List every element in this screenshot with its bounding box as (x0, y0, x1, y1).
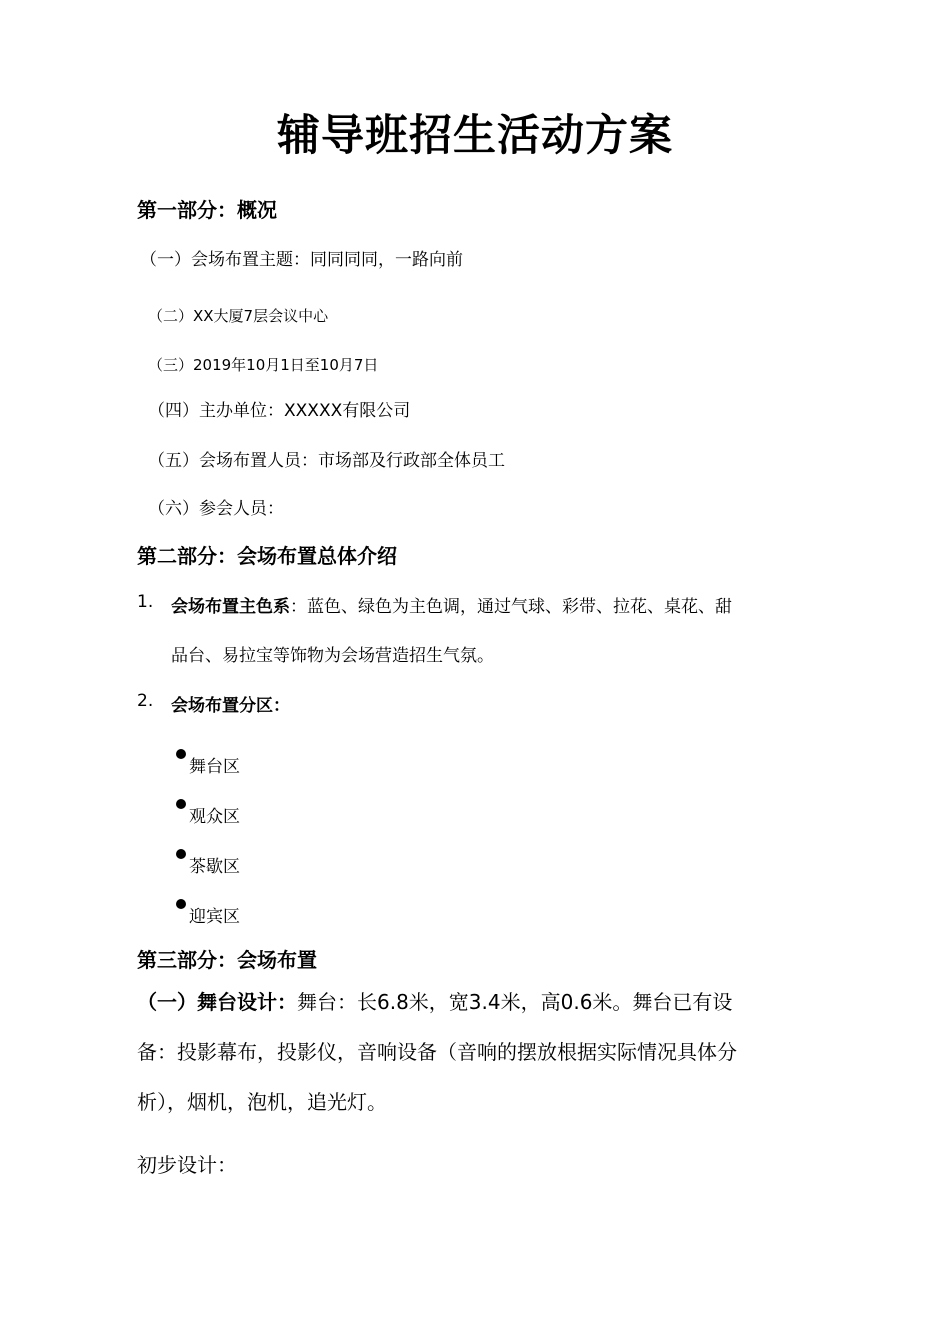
part2-item2-number: 2. (137, 691, 154, 711)
bullet-icon (176, 899, 186, 909)
stage-design-label: （一）舞台设计： (137, 990, 297, 1014)
part2-item1-number: 1. (137, 592, 154, 612)
part2-item1-line1 (171, 592, 732, 617)
stage-design-line3: 析），烟机，泡机，追光灯。 (137, 1090, 387, 1114)
part1-item-4: （四）主办单位：XXXXX有限公司 (148, 401, 411, 421)
stage-design-text: 舞台：长6.8米，宽3.4米，高0.6米。舞台已有设 (297, 990, 733, 1014)
part1-item-5: （五）会场布置人员：市场部及行政部全体员工 (148, 451, 505, 471)
part1-item-6: （六）参会人员： (148, 499, 284, 519)
document-title: 辅导班招生活动方案 (277, 111, 673, 161)
part2-item1-text: ：蓝色、绿色为主色调，通过气球、彩带、拉花、桌花、甜 (290, 597, 732, 617)
bullet-icon (176, 799, 186, 809)
part1-heading: 第一部分：概况 (137, 198, 277, 222)
stage-design-line2: 备：投影幕布，投影仪，音响设备（音响的摆放根据实际情况具体分 (137, 1040, 737, 1064)
part3-heading: 第三部分：会场布置 (137, 948, 317, 972)
zone-reception: 迎宾区 (189, 907, 240, 927)
zone-stage: 舞台区 (189, 757, 240, 777)
zone-tea-break: 茶歇区 (189, 857, 240, 877)
part1-item-2: （二）XX大厦7层会议中心 (148, 307, 329, 325)
preliminary-design-label: 初步设计： (137, 1153, 237, 1177)
part2-item1-label: 会场布置主色系 (171, 597, 290, 617)
part2-item1-line2: 品台、易拉宝等饰物为会场营造招生气氛。 (171, 646, 494, 666)
zone-audience: 观众区 (189, 807, 240, 827)
stage-design-line1 (137, 986, 732, 1015)
bullet-icon (176, 849, 186, 859)
bullet-icon (176, 749, 186, 759)
part1-item-1: （一）会场布置主题：同同同同，一路向前 (140, 250, 463, 270)
part2-heading: 第二部分：会场布置总体介绍 (137, 544, 397, 568)
part2-item2-label: 会场布置分区： (171, 696, 290, 716)
part1-item-3: （三）2019年10月1日至10月7日 (148, 356, 379, 374)
